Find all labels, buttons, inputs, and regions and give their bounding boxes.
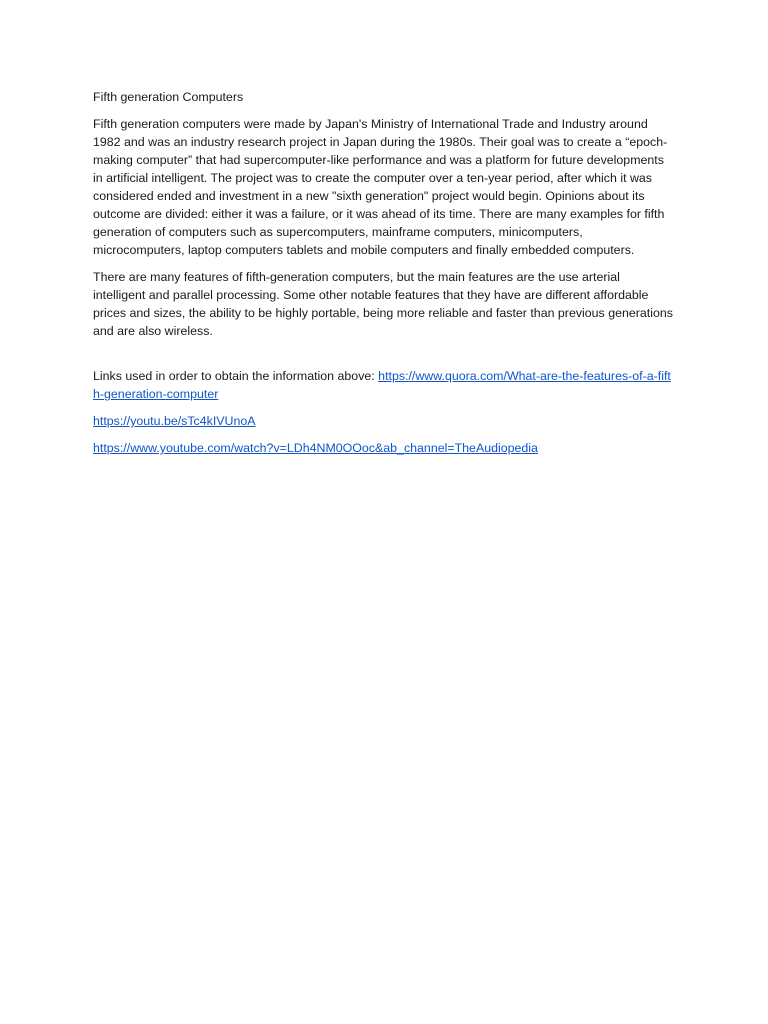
document-body [93,88,675,466]
links-intro-label: Links used in order to obtain the information above: [93,369,379,383]
blank-line [93,340,675,367]
links-intro-line [93,367,675,403]
link-line-youtu-be [93,412,675,430]
link-youtube-audiopedia[interactable]: https://www.youtube.com/watch?v=LDh4NM0OOoc&ab_channel=TheAudiopedia [93,441,538,455]
paragraph-history: Fifth generation computers were made by Japan's Ministry of International Trade and Industry around 1982 and was an industry research project in Japan during the 1980s. Their goal was to create a “epoch-making computer” that had supercomputer-like performance and was a platform for future developments in artificial intelligent. The project was to create the computer over a ten-year period, after which it was considered ended and investment in a new "sixth generation" project would begin. Opinions about its outcome are divided: either it was a failure, or it was ahead of its time. There are many examples for fifth generation of computers such as supercomputers, mainframe computers, minicomputers, microcomputers, laptop computers tablets and mobile computers and finally embedded computers. [93,117,668,257]
document-title: Fifth generation Computers [93,90,244,104]
paragraph-features: There are many features of fifth-generation computers, but the main features are the use arterial intelligent and parallel processing. Some other notable features that they have are different affordable prices and sizes, the ability to be highly portable, being more reliable and faster than previous generations and are also wireless. [93,270,673,338]
link-quora[interactable]: https://www.quora.com/What-are-the-features-of-a-fifth-generation-computer [93,369,671,401]
link-youtu-be[interactable]: https://youtu.be/sTc4kIVUnoA [93,414,256,428]
link-line-youtube [93,439,675,457]
